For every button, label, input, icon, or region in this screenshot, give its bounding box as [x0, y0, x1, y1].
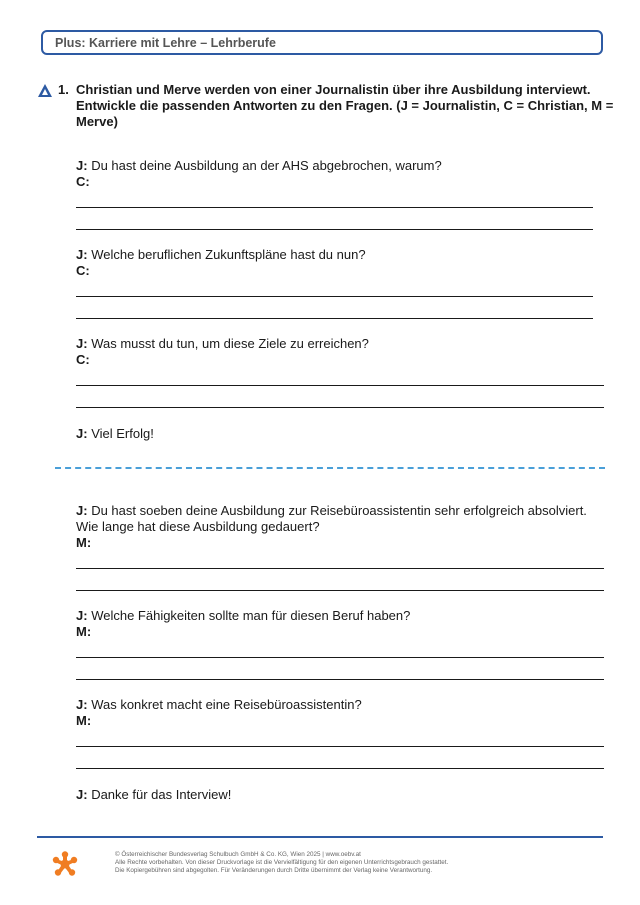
speaker-label: J:	[76, 503, 88, 518]
question-block	[76, 158, 606, 190]
question-text: Danke für das Interview!	[91, 787, 232, 802]
closing-line	[76, 787, 606, 803]
question-block	[76, 697, 606, 729]
question-block	[76, 336, 606, 368]
speaker-label: J:	[76, 787, 88, 802]
answer-line[interactable]	[76, 679, 604, 680]
task-text: Christian und Merve werden von einer Journalistin über ihre Ausbildung interviewt. Entwickle die passenden Antworten zu den Fragen. (J = Journalistin, C = Christian, M = Merve)	[76, 82, 614, 129]
answer-speaker: M:	[76, 535, 92, 550]
answer-line[interactable]	[76, 385, 604, 386]
speaker-label: J:	[76, 426, 88, 441]
triangle-a-icon	[38, 84, 52, 97]
question-text: Welche beruflichen Zukunftspläne hast du nun?	[91, 247, 366, 262]
answer-line[interactable]	[76, 296, 593, 297]
question-text: Du hast deine Ausbildung an der AHS abgebrochen, warum?	[91, 158, 442, 173]
answer-speaker: M:	[76, 713, 92, 728]
answer-line[interactable]	[76, 746, 604, 747]
header-box	[41, 30, 603, 55]
closing-line	[76, 426, 606, 442]
footer-line: © Österreichischer Bundesverlag Schulbuch GmbH & Co. KG, Wien 2025 | www.oebv.at	[115, 851, 361, 858]
task-number: 1.	[58, 82, 69, 97]
oebv-logo-icon	[52, 851, 78, 877]
footer-line: Alle Rechte vorbehalten. Von dieser Druckvorlage ist die Vervielfältigung für den eigenen Unterrichtsgebrauch gestattet.	[115, 859, 449, 866]
footer-rule	[37, 836, 603, 838]
answer-line[interactable]	[76, 568, 604, 569]
speaker-label: J:	[76, 158, 88, 173]
question-block	[76, 608, 606, 640]
speaker-label: J:	[76, 697, 88, 712]
answer-line[interactable]	[76, 768, 604, 769]
answer-line[interactable]	[76, 229, 593, 230]
answer-line[interactable]	[76, 207, 593, 208]
section-divider	[55, 467, 605, 469]
speaker-label: J:	[76, 247, 88, 262]
question-text: Welche Fähigkeiten sollte man für diesen Beruf haben?	[91, 608, 411, 623]
answer-speaker: M:	[76, 624, 92, 639]
question-text: Viel Erfolg!	[91, 426, 154, 441]
answer-line[interactable]	[76, 657, 604, 658]
answer-speaker: C:	[76, 263, 90, 278]
answer-line[interactable]	[76, 590, 604, 591]
answer-speaker: C:	[76, 174, 90, 189]
question-text: Was konkret macht eine Reisebüroassistentin?	[91, 697, 362, 712]
answer-line[interactable]	[76, 318, 593, 319]
question-text: Was musst du tun, um diese Ziele zu erreichen?	[91, 336, 369, 351]
footer-copyright	[115, 851, 515, 875]
page-title: Plus: Karriere mit Lehre – Lehrberufe	[55, 36, 276, 50]
speaker-label: J:	[76, 336, 88, 351]
footer-line: Die Kopiergebühren sind abgegolten. Für Veränderungen durch Dritte übernimmt der Verlag keine Verantwortung.	[115, 867, 433, 874]
question-text: Du hast soeben deine Ausbildung zur Reisebüroassistentin sehr erfolgreich absolviert. Wie lange hat diese Ausbildung gedauert?	[76, 503, 587, 534]
answer-speaker: C:	[76, 352, 90, 367]
speaker-label: J:	[76, 608, 88, 623]
answer-line[interactable]	[76, 407, 604, 408]
question-block	[76, 503, 606, 551]
question-block	[76, 247, 606, 279]
